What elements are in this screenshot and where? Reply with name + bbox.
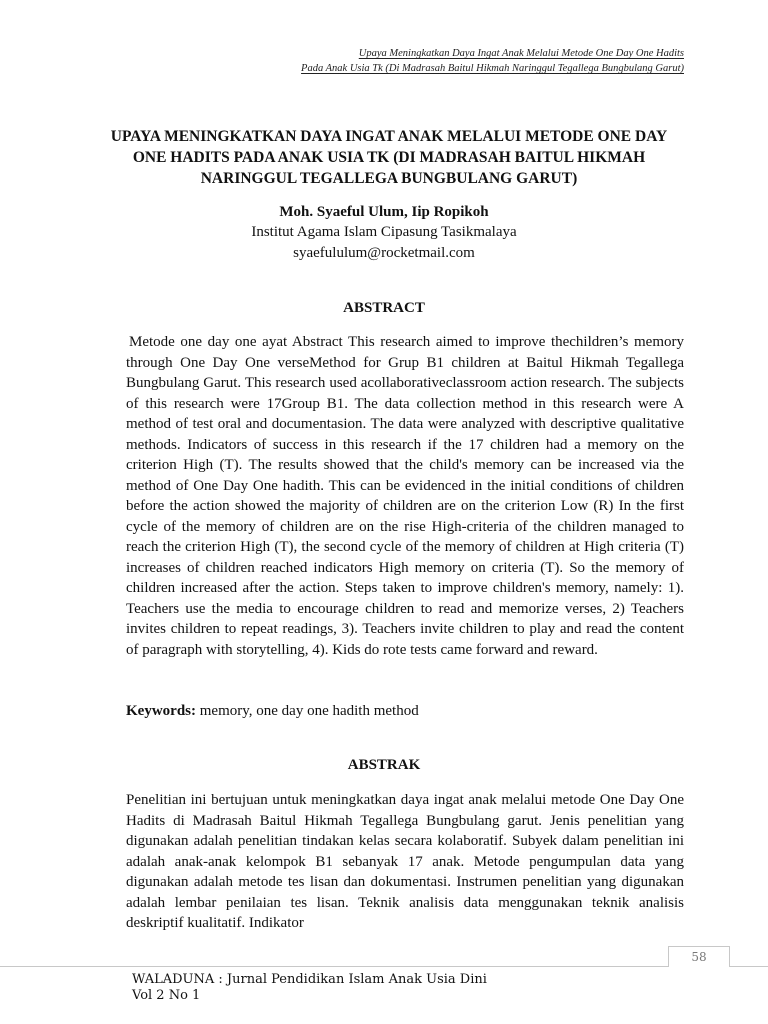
footer-rule bbox=[0, 966, 768, 967]
running-header-line-2: Pada Anak Usia Tk (Di Madrasah Baitul Hikmah Naringgul Tegallega Bungbulang Garut) bbox=[301, 63, 684, 74]
paper-title: UPAYA MENINGKATKAN DAYA INGAT ANAK MELALUI METODE ONE DAY ONE HADITS PADA ANAK USIA TK (DI MADRASAH BAITUL HIKMAH NARINGGUL TEGALLEGA BUNGBULANG GARUT) bbox=[110, 128, 668, 187]
abstrak-text: Penelitian ini bertujuan untuk meningkatkan daya ingat anak melalui metode One Day One Hadits di Madrasah Baitul Hikmah Tegallega Bungbulang garut. Jenis penelitian yang digunakan adalah penelitian tindakan kelas secara kolaboratif. Subyek dalam penelitian ini adalah anak-anak kelompok B1 sebanyak 17 anak. Metode pengumpulan data yang digunakan adalah metode tes lisan dan dokumentasi. Instrumen penelitian yang digunakan adalah lembar penilaian tes lisan. Teknik analisis data menggunakan teknik analisis deskriptif kualitatif. Indikator bbox=[126, 792, 684, 931]
footer-journal bbox=[132, 972, 487, 1004]
abstrak-heading: ABSTRAK bbox=[347, 757, 421, 773]
keywords-value: memory, one day one hadith method bbox=[196, 703, 419, 719]
abstract-text: Metode one day one ayat Abstract This research aimed to improve thechildren’s memory through One Day One verseMethod for Grup B1 children at Baitul Hikmah Tegallega Bungbulang Garut. This research used acollaborativeclassroom action research. The subjects of this research were 17Group B1. The data collection method in this research were A method of test oral and documentasion. The data were analyzed with descriptive qualitative methods. Indicators of success in this research if the 17 children had a memory on the criterion High (T). The results showed that the child's memory can be increased via the method of One Day One hadith. This can be evidenced in the initial conditions of children before the action showed the majority of children are on the criterion Low (R) In the first cycle of the memory of children are on the rise High-criteria of the children managed to reach the criterion High (T), the second cycle of the memory of children at High criteria (T) increases of children reached indicators High memory on criteria (T). So the memory of children increased after the action. Steps taken to improve children's memory, namely: 1). Teachers use the media to encourage children to read and memorize verses, 2) Teachers invites children to repeat readings, 3). Teachers invite children to play and read the content of paragraph with storytelling, 4). Kids do rote tests came forward and reward. bbox=[126, 334, 684, 658]
institution: Institut Agama Islam Cipasung Tasikmalaya bbox=[251, 224, 517, 240]
author-email: syaefululum@rocketmail.com bbox=[293, 245, 475, 261]
keywords bbox=[126, 701, 684, 722]
keywords-label: Keywords: bbox=[126, 703, 196, 719]
authors: Moh. Syaeful Ulum, Iip Ropikoh bbox=[279, 204, 489, 220]
running-header bbox=[200, 46, 684, 76]
abstract-heading: ABSTRACT bbox=[343, 300, 425, 316]
page-number: 58 bbox=[668, 946, 730, 967]
running-header-line-1: Upaya Meningkatkan Daya Ingat Anak Melalui Metode One Day One Hadits bbox=[358, 48, 684, 59]
journal-volume: Vol 2 No 1 bbox=[132, 988, 201, 1003]
journal-name: WALADUNA : Jurnal Pendidikan Islam Anak Usia Dini bbox=[132, 972, 487, 987]
